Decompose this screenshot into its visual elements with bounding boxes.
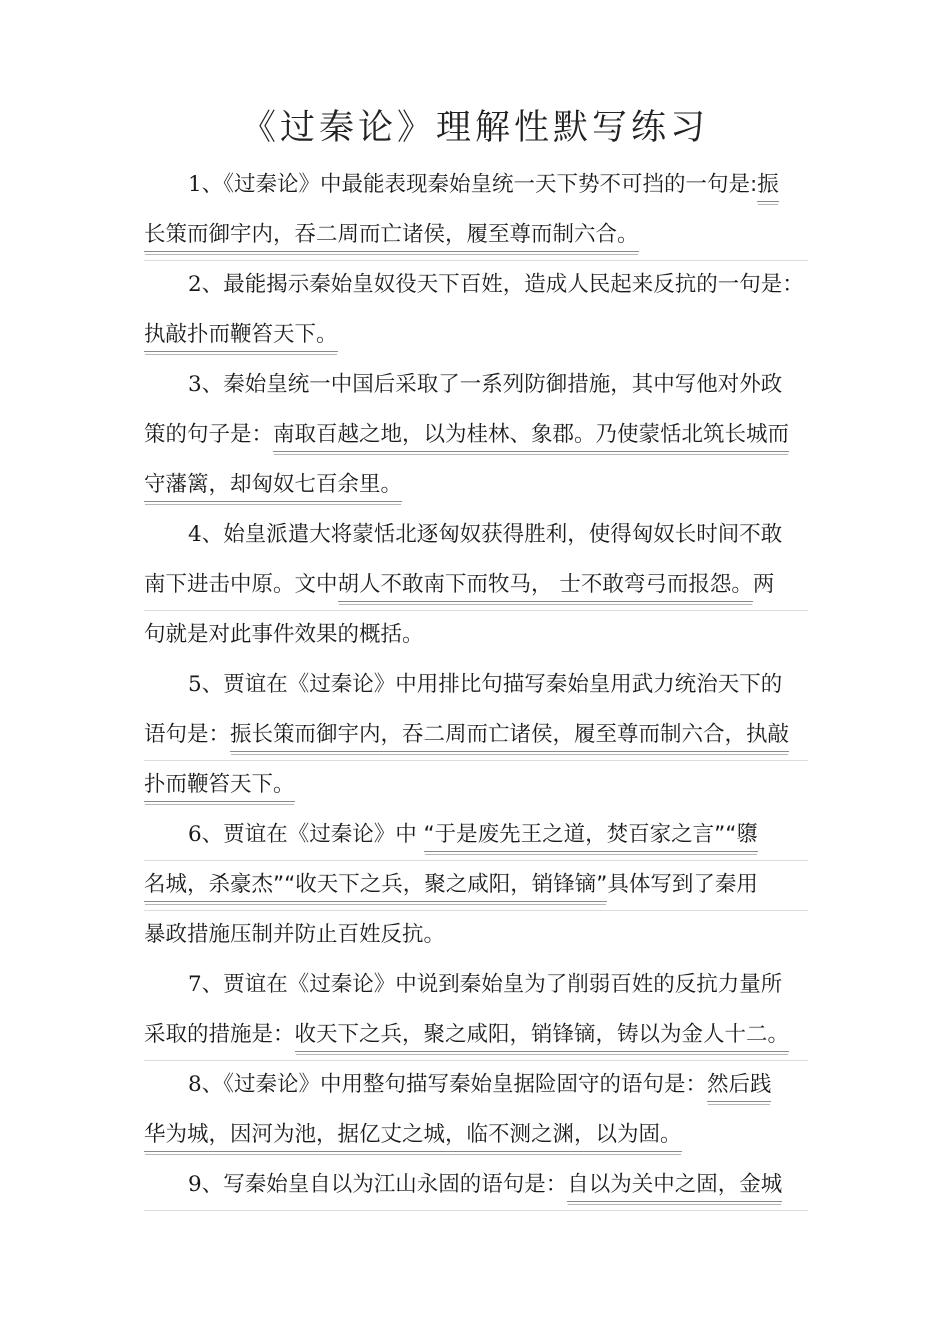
- question-text: 采取的措施是：: [144, 1022, 295, 1047]
- answer-text: 华为城，因河为池，据亿丈之城，临不测之渊，以为固。: [144, 1122, 682, 1152]
- answer-text: 自以为关中之固，金城: [567, 1172, 782, 1202]
- question-8-line: [144, 1060, 808, 1110]
- question-text: 最能揭示秦始皇奴役天下百姓，造成人民起来反抗的一句是：: [223, 272, 804, 297]
- question-4-line: [144, 560, 808, 611]
- question-number: 4、: [188, 522, 224, 547]
- question-number: 8、: [188, 1072, 224, 1097]
- answer-text: 振: [757, 172, 779, 202]
- answer-text: 振长策而御宇内，吞二周而亡诸侯，履至尊而制六合，执敲: [230, 722, 789, 752]
- question-text: 具体写到了秦用: [607, 872, 758, 897]
- answer-text: 名城，杀豪杰”“收天下之兵，聚之咸阳，销锋镝”: [144, 872, 607, 902]
- question-7-line: [144, 960, 808, 1010]
- answer-text: 扑而鞭笞天下。: [144, 772, 295, 802]
- question-text: 两: [752, 572, 775, 597]
- question-text: 语句是：: [144, 722, 231, 747]
- question-6-line: [144, 860, 808, 911]
- question-3-line: [144, 410, 808, 460]
- question-text: 始皇派遣大将蒙恬北逐匈奴获得胜利，使得匈奴长时间不敢: [223, 522, 783, 547]
- question-6-line: [144, 810, 808, 861]
- question-6-line: [144, 910, 808, 960]
- answer-text: 守藩篱，却匈奴七百余里。: [144, 472, 402, 502]
- question-5-line: [144, 760, 808, 810]
- answer-text: 然后践: [707, 1072, 772, 1102]
- question-text: 《过秦论》中最能表现秦始皇统一天下势不可挡的一句是:: [223, 172, 758, 197]
- answer-text: 南取百越之地，以为桂林、象郡。乃使蒙恬北筑长城而: [273, 422, 789, 452]
- answer-text: 胡人不敢南下而牧马， 士不敢弯弓而报怨。: [338, 572, 753, 602]
- question-5-line: [144, 660, 808, 710]
- question-1-line: [144, 160, 808, 210]
- question-text: 贾谊在《过秦论》中: [223, 822, 424, 847]
- question-number: 7、: [188, 972, 224, 997]
- answer-text: 收天下之兵，聚之咸阳，销锋镝，铸以为金人十二。: [295, 1022, 790, 1052]
- question-text: 南下进击中原。文中: [144, 572, 338, 597]
- answer-text: 长策而御宇内，吞二周而亡诸侯，履至尊而制六合。: [144, 222, 639, 252]
- question-text: 策的句子是：: [144, 422, 274, 447]
- answer-text: 执敲扑而鞭笞天下。: [144, 322, 338, 352]
- question-8-line: [144, 1110, 808, 1160]
- question-text: 写秦始皇自以为江山永固的语句是：: [223, 1172, 568, 1197]
- question-text: 《过秦论》中用整句描写秦始皇据险固守的语句是：: [223, 1072, 707, 1097]
- question-number: 2、: [188, 272, 224, 297]
- question-number: 5、: [188, 672, 224, 697]
- question-text: 句就是对此事件效果的概括。: [144, 622, 424, 647]
- question-number: 3、: [188, 372, 224, 397]
- answer-text: “于是废先王之道，焚百家之言”“隳: [424, 822, 758, 852]
- question-1-line: [144, 210, 808, 261]
- question-number: 6、: [188, 822, 224, 847]
- question-9-line: [144, 1160, 808, 1211]
- question-4-line: [144, 510, 808, 560]
- question-2-line: [144, 260, 808, 310]
- question-5-line: [144, 710, 808, 761]
- question-text: 贾谊在《过秦论》中说到秦始皇为了削弱百姓的反抗力量所: [223, 972, 783, 997]
- question-text: 秦始皇统一中国后采取了一系列防御措施，其中写他对外政: [223, 372, 783, 397]
- question-2-line: [144, 310, 808, 360]
- question-number: 9、: [188, 1172, 224, 1197]
- question-number: 1、: [188, 172, 224, 197]
- question-7-line: [144, 1010, 808, 1061]
- page-title: 《过秦论》理解性默写练习: [240, 108, 709, 148]
- question-3-line: [144, 460, 808, 510]
- question-4-line: [144, 610, 808, 660]
- question-text: 暴政措施压制并防止百姓反抗。: [144, 922, 446, 947]
- question-3-line: [144, 360, 808, 410]
- question-text: 贾谊在《过秦论》中用排比句描写秦始皇用武力统治天下的: [223, 672, 783, 697]
